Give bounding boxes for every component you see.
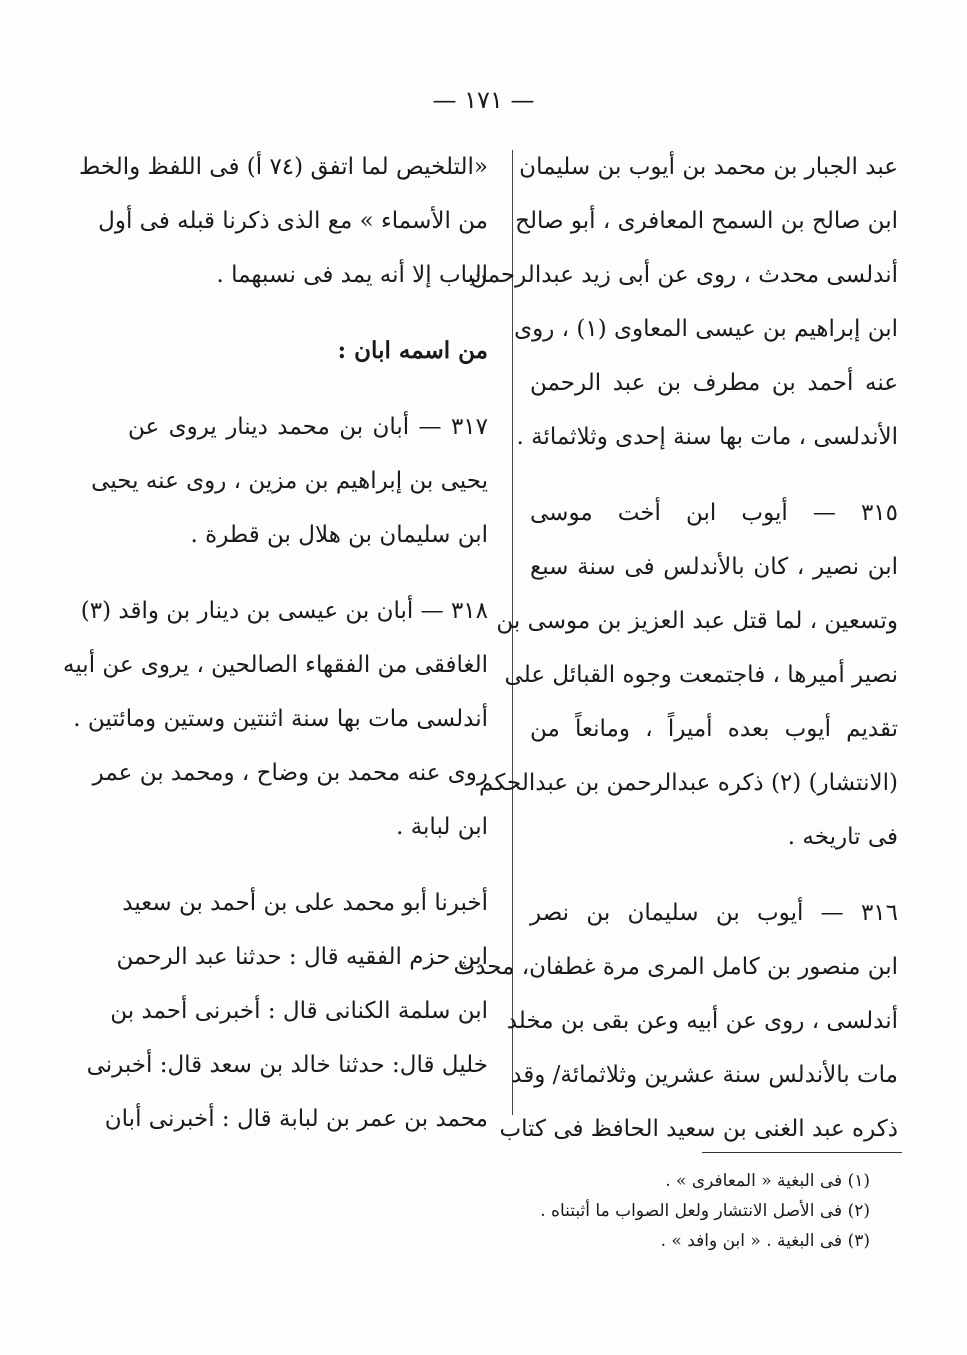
text-line: أندلسى محدث ، روى عن أبى زيد عبدالرحمن bbox=[470, 262, 898, 288]
right-column bbox=[453, 140, 898, 1156]
footnote-rule bbox=[702, 1152, 902, 1153]
text-line: أخبرنا أبو محمد على بن أحمد بن سعيد bbox=[122, 890, 488, 916]
text-line: الغافقى من الفقهاء الصالحين ، يروى عن أبيه bbox=[63, 652, 488, 678]
footnotes bbox=[440, 1166, 870, 1256]
text-line: وتسعين ، لما قتل عبد العزيز بن موسى بن bbox=[496, 608, 898, 634]
text-line: ابن سلمة الكنانى قال : أخبرنى أحمد بن bbox=[110, 998, 488, 1024]
text-line: ابن إبراهيم بن عيسى المعاوى (١) ، روى bbox=[514, 316, 898, 342]
paragraph-entry-318 bbox=[63, 584, 488, 854]
text-line: ذكره عبد الغنى بن سعيد الحافظ فى كتاب bbox=[499, 1116, 898, 1142]
text-line: ابن لبابة . bbox=[396, 814, 488, 840]
paragraph-entry-intro bbox=[470, 140, 898, 464]
text-line: ابن حزم الفقيه قال : حدثنا عبد الرحمن bbox=[116, 944, 488, 970]
paragraph-entry-315 bbox=[479, 486, 898, 864]
text-line: ٣١٦ — أيوب بن سليمان بن نصر bbox=[530, 900, 898, 926]
text-line: أندلسى مات بها سنة اثنتين وستين ومائتين . bbox=[73, 706, 488, 732]
text-line: الباب إلا أنه يمد فى نسبهما . bbox=[216, 262, 488, 288]
paragraph-entry-317 bbox=[91, 400, 488, 562]
text-line: خليل قال: حدثنا خالد بن سعد قال: أخبرنى bbox=[86, 1052, 488, 1078]
paragraph-entry-316 bbox=[453, 886, 898, 1156]
text-line: روى عنه محمد بن وضاح ، ومحمد بن عمر bbox=[92, 760, 488, 786]
paragraph-isnad bbox=[86, 876, 488, 1146]
text-line: تقديم أيوب بعده أميراً ، ومانعاً من bbox=[530, 716, 898, 742]
text-line: من الأسماء » مع الذى ذكرنا قبله فى أول bbox=[98, 208, 488, 234]
text-line: ٣١٨ — أبان بن عيسى بن دينار بن واقد (٣) bbox=[80, 598, 488, 624]
text-line: محمد بن عمر بن لبابة قال : أخبرنى أبان bbox=[104, 1106, 488, 1132]
footnote-2: (٢) فى الأصل الانتشار ولعل الصواب ما أثبتناه . bbox=[540, 1201, 870, 1221]
paragraph-continuation bbox=[79, 140, 488, 302]
text-line: أندلسى ، روى عن أبيه وعن بقى بن مخلد bbox=[506, 1008, 898, 1034]
text-line: عبد الجبار بن محمد بن أيوب بن سليمان bbox=[519, 154, 898, 180]
text-line: ابن سليمان بن هلال بن قطرة . bbox=[190, 522, 488, 548]
text-line: ابن صالح بن السمح المعافرى ، أبو صالح bbox=[515, 208, 898, 234]
text-line: عنه أحمد بن مطرف بن عبد الرحمن bbox=[530, 370, 898, 396]
footnote-1: (١) فى البغية « المعافرى » . bbox=[665, 1171, 870, 1191]
left-column bbox=[63, 140, 488, 1146]
text-line: (الانتشار) (٢) ذكره عبدالرحمن بن عبدالحكم bbox=[479, 770, 898, 796]
text-line: ٣١٧ — أبان بن محمد دينار يروى عن bbox=[128, 414, 488, 440]
text-line: نصير أميرها ، فاجتمعت وجوه القبائل على bbox=[504, 662, 898, 688]
text-line: الأندلسى ، مات بها سنة إحدى وثلاثمائة . bbox=[516, 424, 898, 450]
text-line: ابن نصير ، كان بالأندلس فى سنة سبع bbox=[530, 554, 898, 580]
text-line: مات بالأندلس سنة عشرين وثلاثمائة/ وقد bbox=[511, 1062, 898, 1088]
text-line: ابن منصور بن كامل المرى مرة غطفان، محدث bbox=[453, 954, 898, 980]
text-line: «التلخيص لما اتفق (٧٤ أ) فى اللفظ والخط bbox=[79, 154, 488, 180]
section-heading: من اسمه ابان : bbox=[337, 337, 488, 364]
text-line: يحيى بن إبراهيم بن مزين ، روى عنه يحيى bbox=[91, 468, 488, 494]
text-line: فى تاريخه . bbox=[787, 824, 898, 850]
text-line: ٣١٥ — أيوب ابن أخت موسى bbox=[530, 500, 898, 526]
page-number: — ١٧١ — bbox=[432, 86, 535, 114]
footnote-3: (٣) فى البغية . « ابن وافد » . bbox=[660, 1231, 870, 1251]
